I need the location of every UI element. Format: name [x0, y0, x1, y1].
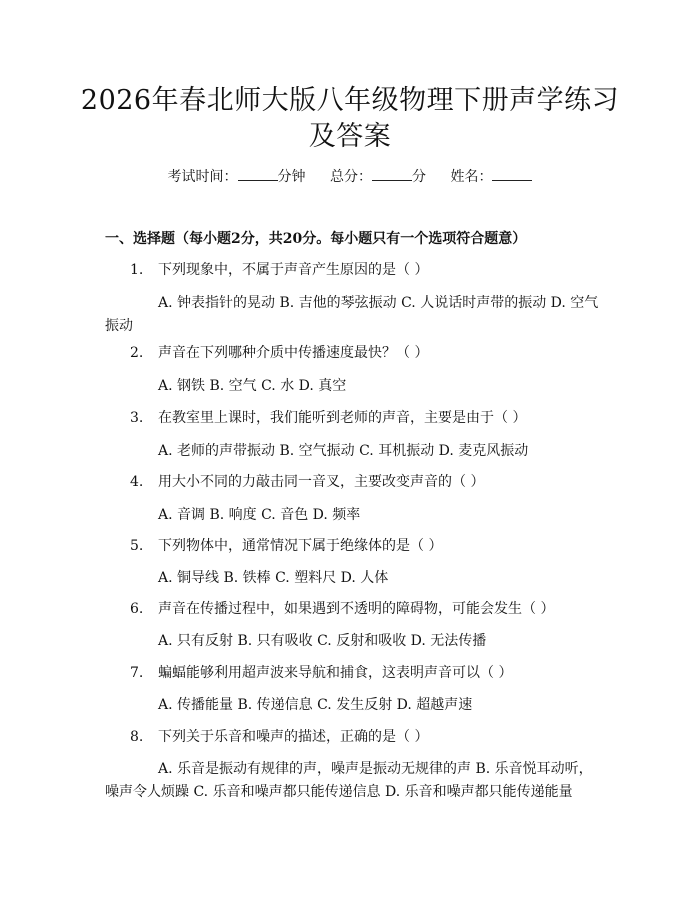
question-stem [130, 598, 610, 620]
exam-time-blank [238, 166, 278, 181]
document-title-line-1: 2026年春北师大版八年级物理下册声学练习 [80, 85, 620, 116]
question-text: 下列现象中，不属于声音产生原因的是（ ） [158, 262, 429, 278]
question-stem [130, 471, 610, 493]
total-score-group [330, 169, 430, 185]
question-text: 下列物体中，通常情况下属于绝缘体的是（ ） [158, 538, 443, 554]
question-text: 下列关于乐音和噪声的描述，正确的是（ ） [158, 729, 429, 745]
question-stem [130, 407, 610, 429]
document-title-line-2: 及答案 [308, 121, 392, 152]
question-text: 用大小不同的力敲击同一音叉，主要改变声音的（ ） [158, 474, 485, 490]
question-number: 2. [130, 345, 144, 361]
exam-time-unit: 分钟 [277, 169, 306, 185]
student-name-blank [492, 166, 532, 181]
total-score-label: 总分： [330, 169, 372, 185]
question-options: A. 只有反射 B. 只有吸收 C. 反射和吸收 D. 无法传播 [158, 633, 487, 649]
question-options: A. 老师的声带振动 B. 空气振动 C. 耳机振动 D. 麦克风振动 [158, 443, 529, 459]
question-number: 5. [130, 538, 144, 554]
question-text: 在教室里上课时，我们能听到老师的声音，主要是由于（ ） [158, 410, 527, 426]
total-score-unit: 分 [412, 169, 426, 185]
question-stem [130, 342, 610, 364]
question-options: A. 铜导线 B. 铁棒 C. 塑料尺 D. 人体 [158, 570, 389, 586]
question-number: 3. [130, 410, 144, 426]
question-options: A. 传播能量 B. 传递信息 C. 发生反射 D. 超越声速 [158, 697, 473, 713]
total-score-blank [372, 166, 412, 181]
exam-info-line [0, 166, 700, 188]
question-stem [130, 259, 610, 281]
student-name-label: 姓名： [450, 169, 493, 185]
question-stem [130, 662, 610, 684]
question-stem [130, 535, 610, 557]
exam-time-group [168, 169, 310, 185]
question-options: A. 钟表指针的晃动 B. 吉他的琴弦振动 C. 人说话时声带的振动 D. 空气振动 [105, 295, 599, 334]
exam-time-label: 考试时间： [167, 169, 238, 185]
question-options: A. 音调 B. 响度 C. 音色 D. 频率 [158, 507, 361, 523]
question-text: 声音在下列哪种介质中传播速度最快？（ ） [158, 345, 429, 361]
question-number: 4. [130, 474, 144, 490]
student-name-group [450, 169, 532, 185]
section-heading-choice: 一、选择题（每小题2分，共20分。每小题只有一个选项符合题意） [105, 231, 527, 247]
question-number: 8. [130, 729, 144, 745]
question-number: 1. [130, 262, 144, 278]
question-text: 声音在传播过程中，如果遇到不透明的障碍物，可能会发生（ ） [158, 601, 555, 617]
question-text: 蝙蝠能够利用超声波来导航和捕食，这表明声音可以（ ） [158, 665, 513, 681]
question-options: A. 乐音是振动有规律的声，噪声是振动无规律的声 B. 乐音悦耳动听，噪声令人烦躁 C. 乐音和噪声都只能传递信息 D. 乐音和噪声都只能传递能量 [105, 761, 593, 800]
question-number: 6. [130, 601, 144, 617]
question-stem [130, 726, 610, 748]
question-number: 7. [130, 665, 144, 681]
question-options: A. 钢铁 B. 空气 C. 水 D. 真空 [158, 378, 347, 394]
